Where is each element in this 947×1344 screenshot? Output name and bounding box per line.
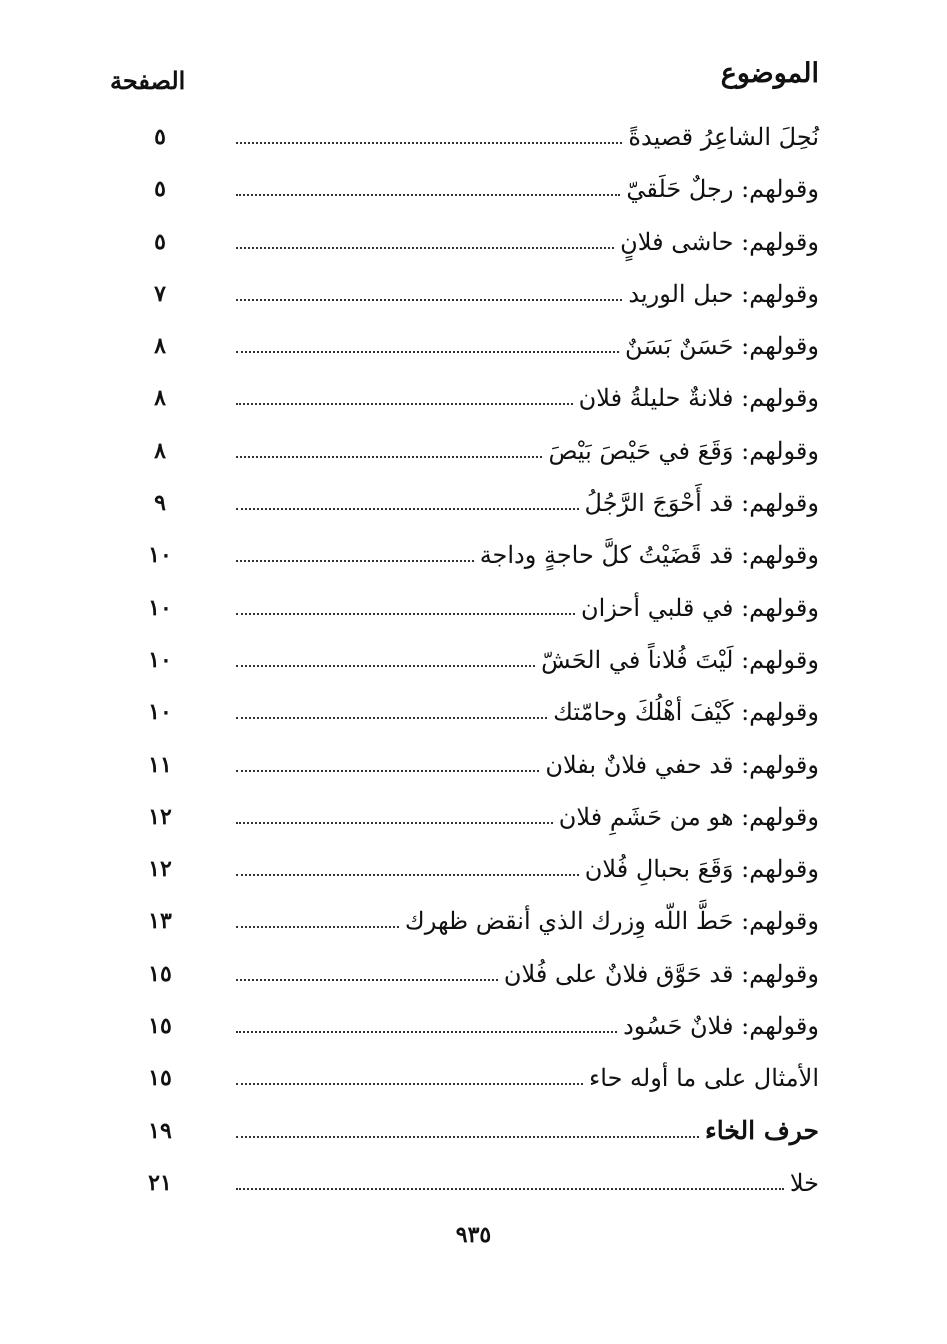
dot-leader: [236, 298, 622, 301]
entry-page-number: ١٠: [148, 646, 172, 673]
entry-title: وقولهم: فلانٌ حَسُود: [623, 1012, 819, 1041]
entry-title: وقولهم: هو من حَشَمِ فلان: [558, 802, 819, 831]
dot-leader: [236, 1082, 583, 1085]
contents-entry: [0, 685, 947, 737]
section-heading-entry: [0, 1104, 947, 1156]
entry-page-number: ٥: [154, 228, 166, 255]
entry-page-number: ١٥: [148, 1013, 172, 1040]
section-heading-title: حرف الخاء: [705, 1115, 819, 1145]
entry-page-number: ١٢: [148, 803, 172, 830]
dot-leader: [236, 612, 575, 615]
dot-leader: [236, 769, 539, 772]
contents-entry: [0, 319, 947, 371]
entry-title: وقولهم: حَطَّ اللّه وِزرك الذي أنقض ظهرك: [404, 907, 819, 936]
dot-leader: [236, 402, 573, 405]
entry-title: نُحِلَ الشاعِرُ قصيدةً: [628, 123, 819, 151]
entry-page-number: ١٥: [148, 960, 172, 987]
dot-leader: [236, 559, 474, 562]
entry-title: الأمثال على ما أوله حاء: [588, 1064, 819, 1093]
dot-leader: [236, 716, 547, 719]
topic-column-heading: الموضوع: [720, 58, 819, 89]
contents-entry: [0, 371, 947, 423]
contents-entry: [0, 528, 947, 580]
contents-entry: [0, 424, 947, 476]
page-column-heading: الصفحة: [110, 66, 186, 95]
entry-page-number: ١٠: [148, 542, 172, 569]
entry-title: وقولهم: قد حفي فلانٌ بفلان: [545, 750, 819, 779]
entry-title: وقولهم: حاشى فلانٍ: [620, 227, 819, 256]
entry-title: وقولهم: وَقَعَ بحبالِ فُلان: [584, 855, 819, 884]
entry-page-number: ٥: [154, 124, 166, 150]
contents-entry: [0, 162, 947, 214]
contents-entry: [0, 999, 947, 1051]
contents-entry: [0, 1051, 947, 1103]
contents-entry: [0, 842, 947, 894]
page-number-footer: ٩٣٥: [455, 1222, 492, 1248]
dot-leader: [236, 246, 614, 249]
entry-page-number: ٥: [154, 176, 166, 203]
entry-title: وقولهم: حَسَنٌ بَسَنٌ: [624, 332, 819, 361]
entry-page-number: ٢١: [148, 1169, 172, 1196]
entry-title: وقولهم: قد قَضَيْتُ كلَّ حاجةٍ وداجة: [479, 541, 819, 570]
contents-entry: [0, 110, 947, 162]
dot-leader: [236, 664, 535, 667]
contents-entry: [0, 215, 947, 267]
entry-page-number: ٨: [154, 385, 166, 412]
entry-page-number: ١٩: [148, 1117, 172, 1144]
entry-page-number: ٨: [154, 437, 166, 464]
entry-title: وقولهم: في قلبي أحزان: [581, 593, 819, 622]
entry-title: وقولهم: رجلٌ حَلَقيّ: [626, 175, 819, 204]
table-header: [100, 58, 819, 98]
entry-title: وقولهم: حبل الوريد: [628, 279, 819, 308]
dot-leader: [236, 350, 619, 353]
contents-entry: [0, 894, 947, 946]
dot-leader: [236, 193, 620, 196]
dot-leader: [236, 1135, 699, 1138]
entry-page-number: ٧: [154, 280, 166, 307]
entry-title: وقولهم: قد حَوَّق فلانٌ على فُلان: [503, 959, 819, 988]
contents-entry: [0, 947, 947, 999]
contents-entry: [0, 738, 947, 790]
entry-page-number: ١٠: [148, 594, 172, 621]
contents-list: [0, 110, 947, 1208]
contents-entry: [0, 581, 947, 633]
entry-page-number: ٨: [154, 333, 166, 360]
contents-entry: [0, 633, 947, 685]
contents-entry: [0, 790, 947, 842]
contents-entry: [0, 476, 947, 528]
entry-title: وقولهم: فلانةٌ حليلةُ فلان: [578, 384, 819, 413]
dot-leader: [236, 455, 542, 458]
contents-entry: [0, 1156, 947, 1208]
entry-page-number: ١٢: [148, 856, 172, 883]
contents-entry: [0, 267, 947, 319]
entry-title: خلا: [789, 1168, 819, 1197]
entry-page-number: ١٣: [148, 908, 172, 935]
entry-title: وقولهم: لَيْتَ فُلاناً في الحَشّ: [541, 645, 819, 674]
dot-leader: [236, 1187, 784, 1190]
dot-leader: [236, 507, 579, 510]
entry-page-number: ٩: [154, 490, 166, 517]
dot-leader: [236, 978, 498, 981]
dot-leader: [236, 925, 399, 928]
entry-page-number: ١١: [148, 751, 172, 778]
dot-leader: [236, 141, 622, 144]
entry-title: وقولهم: كَيْفَ أهْلُكَ وحامّتك: [553, 698, 819, 727]
entry-page-number: ١٠: [148, 699, 172, 726]
dot-leader: [236, 1030, 617, 1033]
dot-leader: [236, 821, 553, 824]
entry-title: وقولهم: قد أَحْوَجَ الرَّجُلُ: [584, 489, 819, 518]
dot-leader: [236, 873, 579, 876]
entry-page-number: ١٥: [148, 1065, 172, 1092]
entry-title: وقولهم: وَقَعَ في حَيْصَ بَيْصَ: [548, 436, 819, 465]
